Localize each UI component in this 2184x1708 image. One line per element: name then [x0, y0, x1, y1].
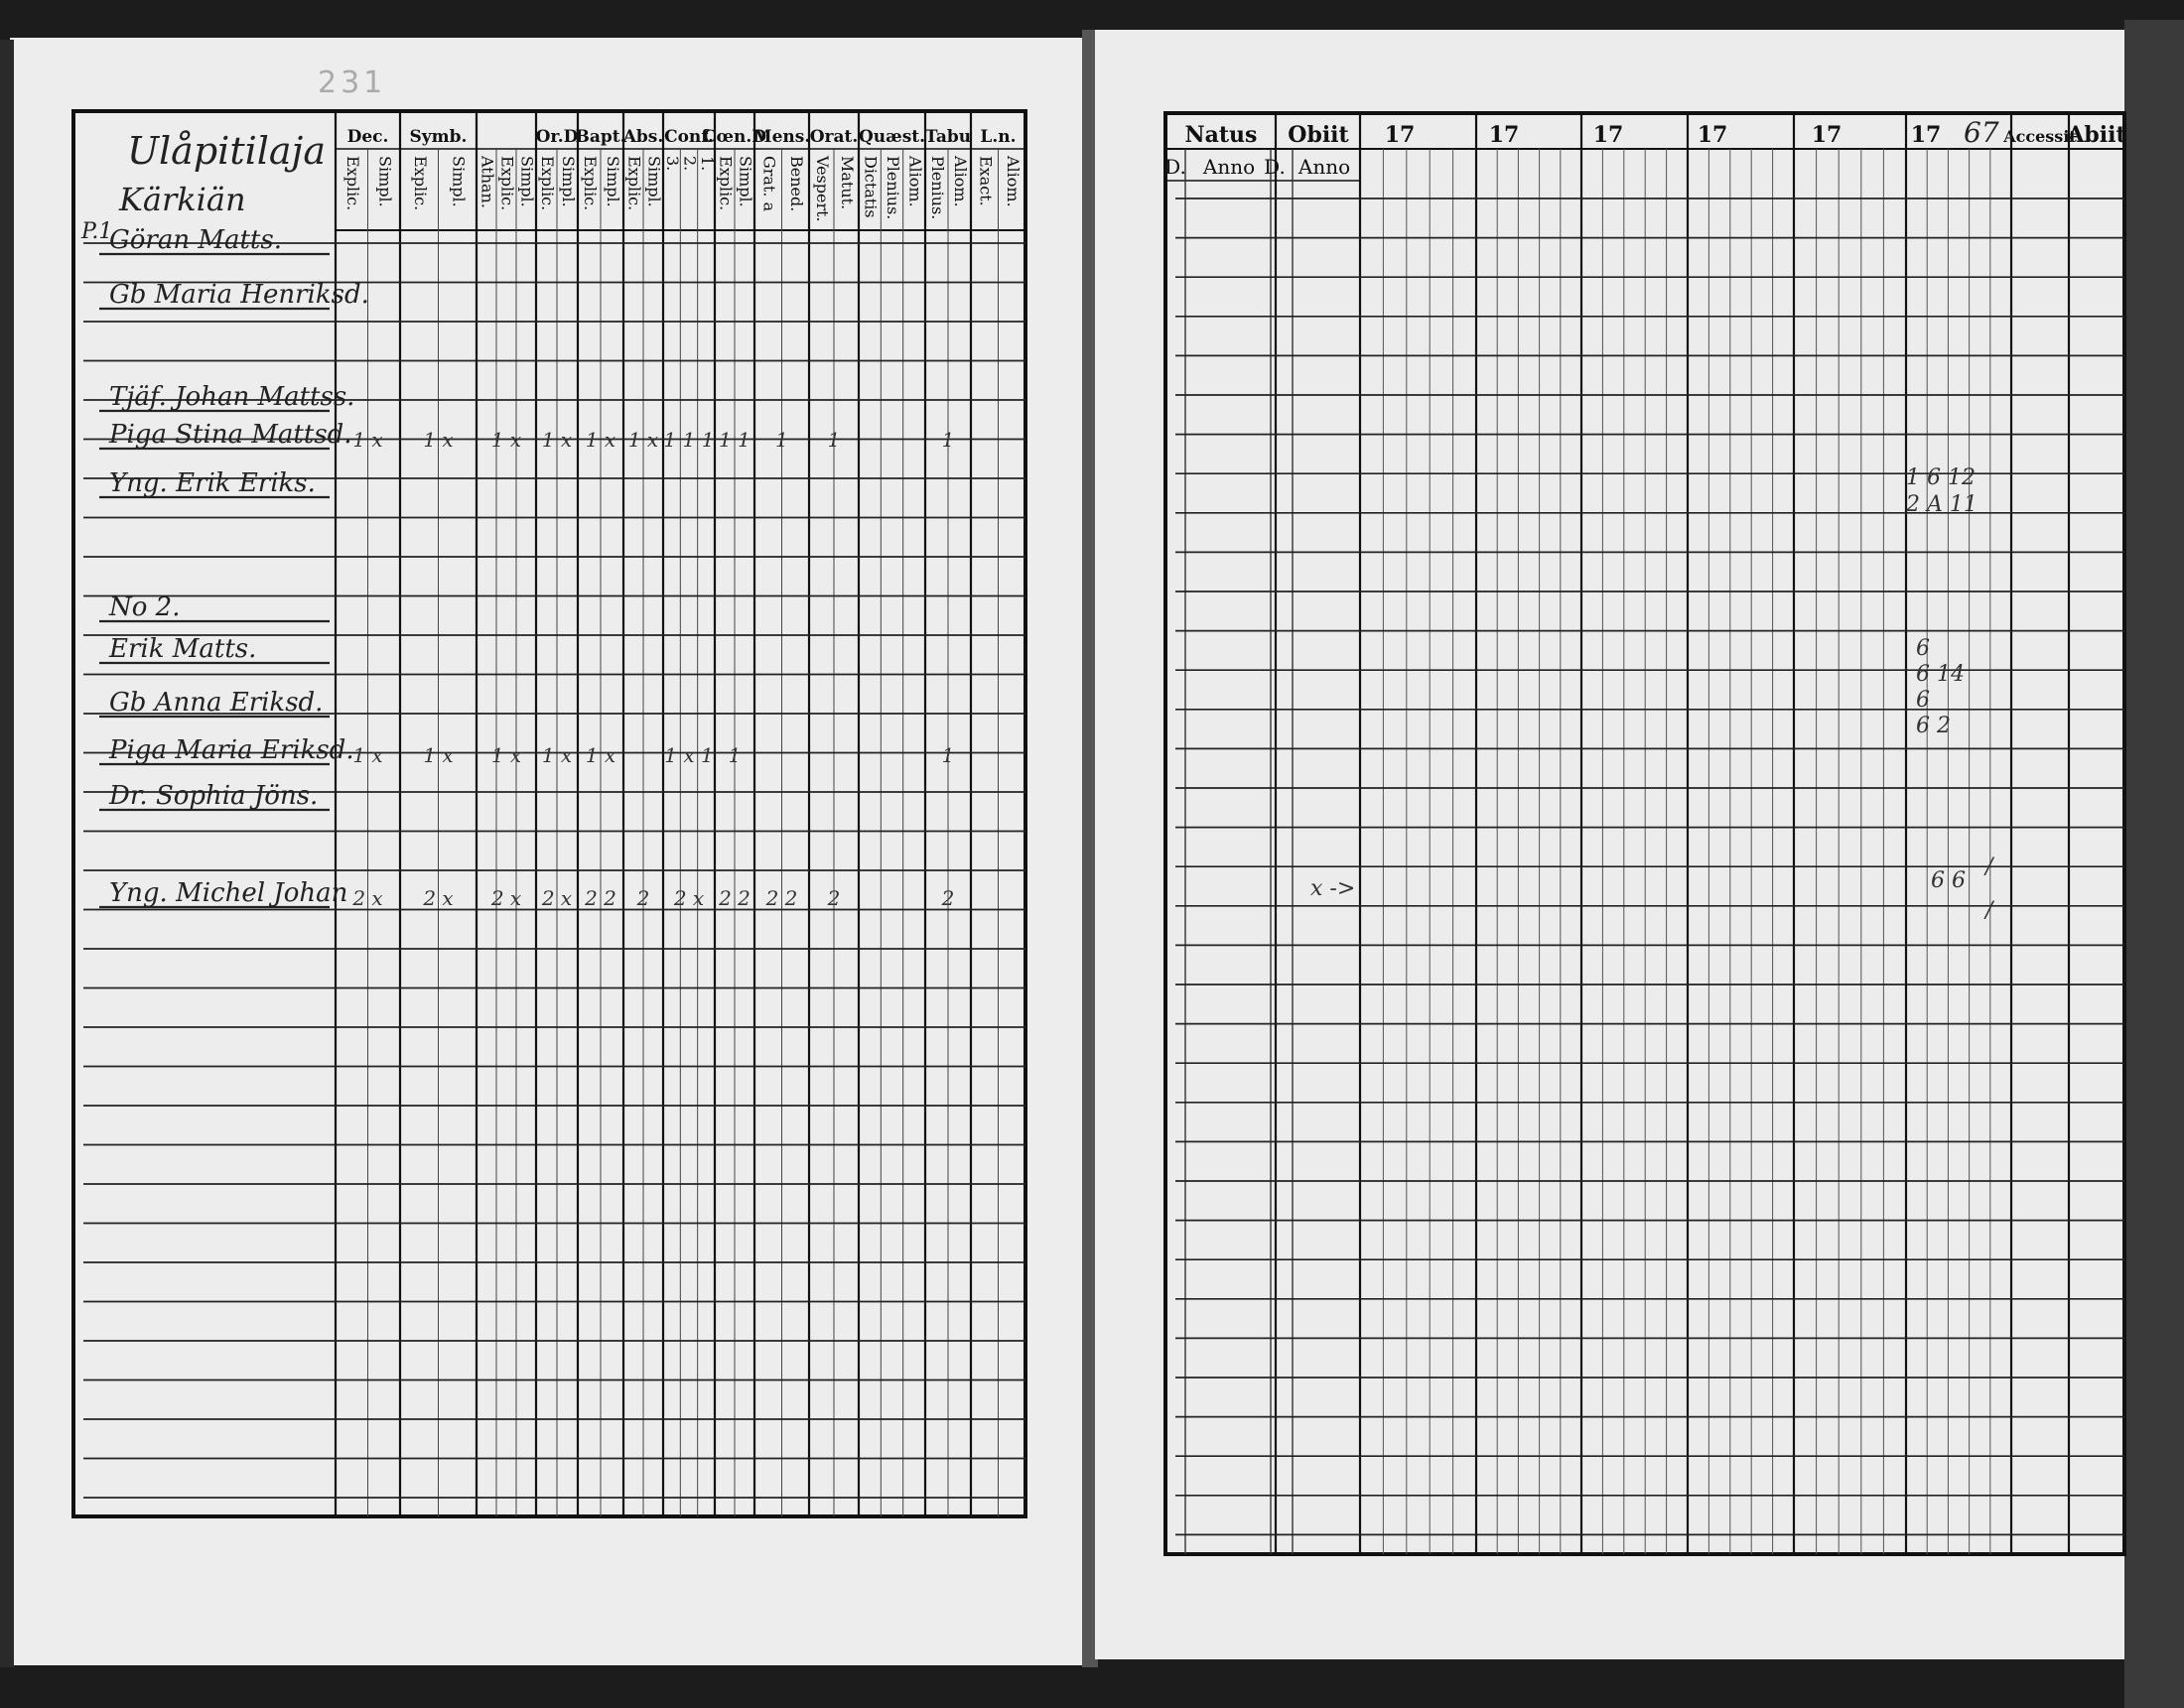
column-subheader: Matut. [838, 156, 857, 210]
entry-mark: 1 [728, 743, 742, 767]
register-subtitle: Kärkiän [119, 181, 246, 218]
column-subheader: Simpl. [449, 156, 469, 207]
entry-name: Piga Maria Eriksd. [109, 735, 354, 765]
register-mark: 6 [1916, 688, 1930, 713]
column-subheader: Simpl. [736, 156, 755, 207]
column-subheader: Anno [1202, 155, 1256, 179]
column-subheader: D. [1264, 155, 1286, 179]
entry-mark: 1 [827, 428, 841, 452]
column-subheader: Grat. a [759, 156, 779, 212]
entry-mark: 1 x [352, 428, 383, 452]
entry-mark: 2 x [490, 886, 522, 910]
entry-mark: 1 [775, 428, 788, 452]
column-header: Cœn.D [702, 127, 767, 147]
entry-name: Piga Stina Mattsd. [109, 420, 352, 450]
entry-mark: 1 x [541, 428, 573, 452]
column-header: L.n. [980, 127, 1017, 147]
column-subheader: Bened. [786, 156, 806, 212]
entry-mark: 2 [827, 886, 841, 910]
column-header: Natus [1184, 122, 1258, 148]
folio-number: 231 [318, 66, 387, 100]
column-header: Symb. [409, 127, 468, 147]
register-mark: 6 2 [1916, 714, 1951, 738]
entry-name: Yng. Michel Johan [109, 878, 348, 908]
column-subheader: Dictatis [861, 156, 881, 218]
column-subheader: Aliom. [951, 156, 970, 207]
column-subheader: Exact. [976, 156, 996, 206]
column-header: Obiit [1288, 122, 1349, 148]
column-header: 17 [1592, 122, 1624, 148]
column-subheader: Simpl. [559, 156, 578, 207]
column-subheader: Explic. [342, 156, 362, 211]
column-subheader: Simpl. [375, 156, 395, 207]
column-header: 17 [1811, 122, 1843, 148]
register-mark: x -> [1310, 876, 1356, 901]
column-header: Orat. [809, 127, 859, 147]
entry-mark: 2 x [541, 886, 573, 910]
column-subheader: Explic. [624, 156, 644, 211]
entry-mark: 1 x [352, 743, 383, 767]
entry-mark: 1 x [627, 428, 659, 452]
entry-name: Tjäf. Johan Mattss. [109, 382, 355, 412]
entry-mark: 1 x [585, 428, 616, 452]
entry-mark: 1 x [490, 743, 522, 767]
register-mark: 6 [1916, 636, 1930, 661]
column-header: 17 [1910, 122, 1942, 148]
column-header: 17 [1384, 122, 1416, 148]
entry-mark: 1 x [490, 428, 522, 452]
column-subheader: Explic. [716, 156, 736, 211]
entry-name: Erik Matts. [109, 634, 257, 664]
column-header: Or.D [535, 127, 579, 147]
entry-mark: 1 x [541, 743, 573, 767]
column-header: Abiit [2067, 122, 2126, 148]
column-header: Abs. [622, 127, 664, 147]
column-header: 17 [1697, 122, 1728, 148]
register-mark: 1 6 12 [1906, 465, 1976, 490]
entry-name: Dr. Sophia Jöns. [109, 781, 319, 811]
register-mark: / [1985, 854, 1993, 879]
entry-mark: 1 [941, 743, 955, 767]
column-subheader: Simpl. [517, 156, 537, 207]
entry-mark: 1 1 1 [663, 428, 715, 452]
column-subheader: 2. [680, 156, 700, 172]
register-title: Ulåpitilaja [127, 129, 326, 173]
entry-mark: 2 x [423, 886, 454, 910]
column-subheader: Explic. [581, 156, 600, 211]
entry-mark: 2 2 [765, 886, 798, 910]
entry-label: P.1 [81, 219, 113, 244]
entry-mark: 1 1 [719, 428, 751, 452]
register-mark: 6 6 [1931, 868, 1966, 893]
register-mark: 6 14 [1916, 662, 1965, 687]
column-subheader: Simpl. [644, 156, 664, 207]
column-subheader: 1. [697, 156, 717, 172]
entry-mark: 2 x [352, 886, 383, 910]
column-header: Bapt. [575, 127, 626, 147]
entry-mark: 2 2 [719, 886, 751, 910]
column-subheader: Anno [1297, 155, 1351, 179]
handwritten-year: 67 [1964, 116, 1999, 149]
column-subheader: Plenius. [884, 156, 902, 220]
entry-name: Göran Matts. [109, 225, 282, 255]
entry-name: Gb Anna Eriksd. [109, 688, 324, 718]
entry-name: No 2. [109, 592, 181, 622]
entry-mark: 1 x [423, 743, 454, 767]
entry-mark: 2 [636, 886, 650, 910]
column-subheader: Explic. [497, 156, 517, 211]
entry-mark: 1 x [585, 743, 616, 767]
column-subheader: Simpl. [604, 156, 622, 207]
entry-name: Gb Maria Henriksd. [109, 280, 369, 310]
column-subheader: 3. [663, 156, 683, 172]
column-subheader: Vespert. [813, 156, 832, 222]
entry-name: Yng. Erik Eriks. [109, 468, 316, 498]
column-subheader: D. [1164, 155, 1186, 179]
column-subheader: Plenius. [928, 156, 947, 220]
column-header: Conf. [664, 127, 714, 147]
register-mark: / [1985, 898, 1993, 923]
entry-mark: 1 x [423, 428, 454, 452]
entry-mark: 1 [941, 428, 955, 452]
entry-mark: 1 x 1 [664, 743, 714, 767]
column-header: Dec. [346, 127, 389, 147]
column-subheader: Explic. [538, 156, 557, 211]
column-header: Accessit [2003, 127, 2077, 146]
column-header: 17 [1488, 122, 1520, 148]
column-header: Mens. [752, 127, 811, 147]
column-header: Quæst. [858, 127, 926, 147]
register-mark: 2 A 11 [1906, 492, 1978, 517]
entry-mark: 2 [941, 886, 955, 910]
column-subheader: Explic. [410, 156, 430, 211]
entry-mark: 2 2 [585, 886, 616, 910]
column-subheader: Aliom. [905, 156, 925, 207]
column-subheader: Aliom. [1003, 156, 1023, 207]
column-subheader: Athan. [478, 156, 497, 208]
entry-mark: 2 x [673, 886, 705, 910]
column-header: Tabu [924, 127, 972, 147]
